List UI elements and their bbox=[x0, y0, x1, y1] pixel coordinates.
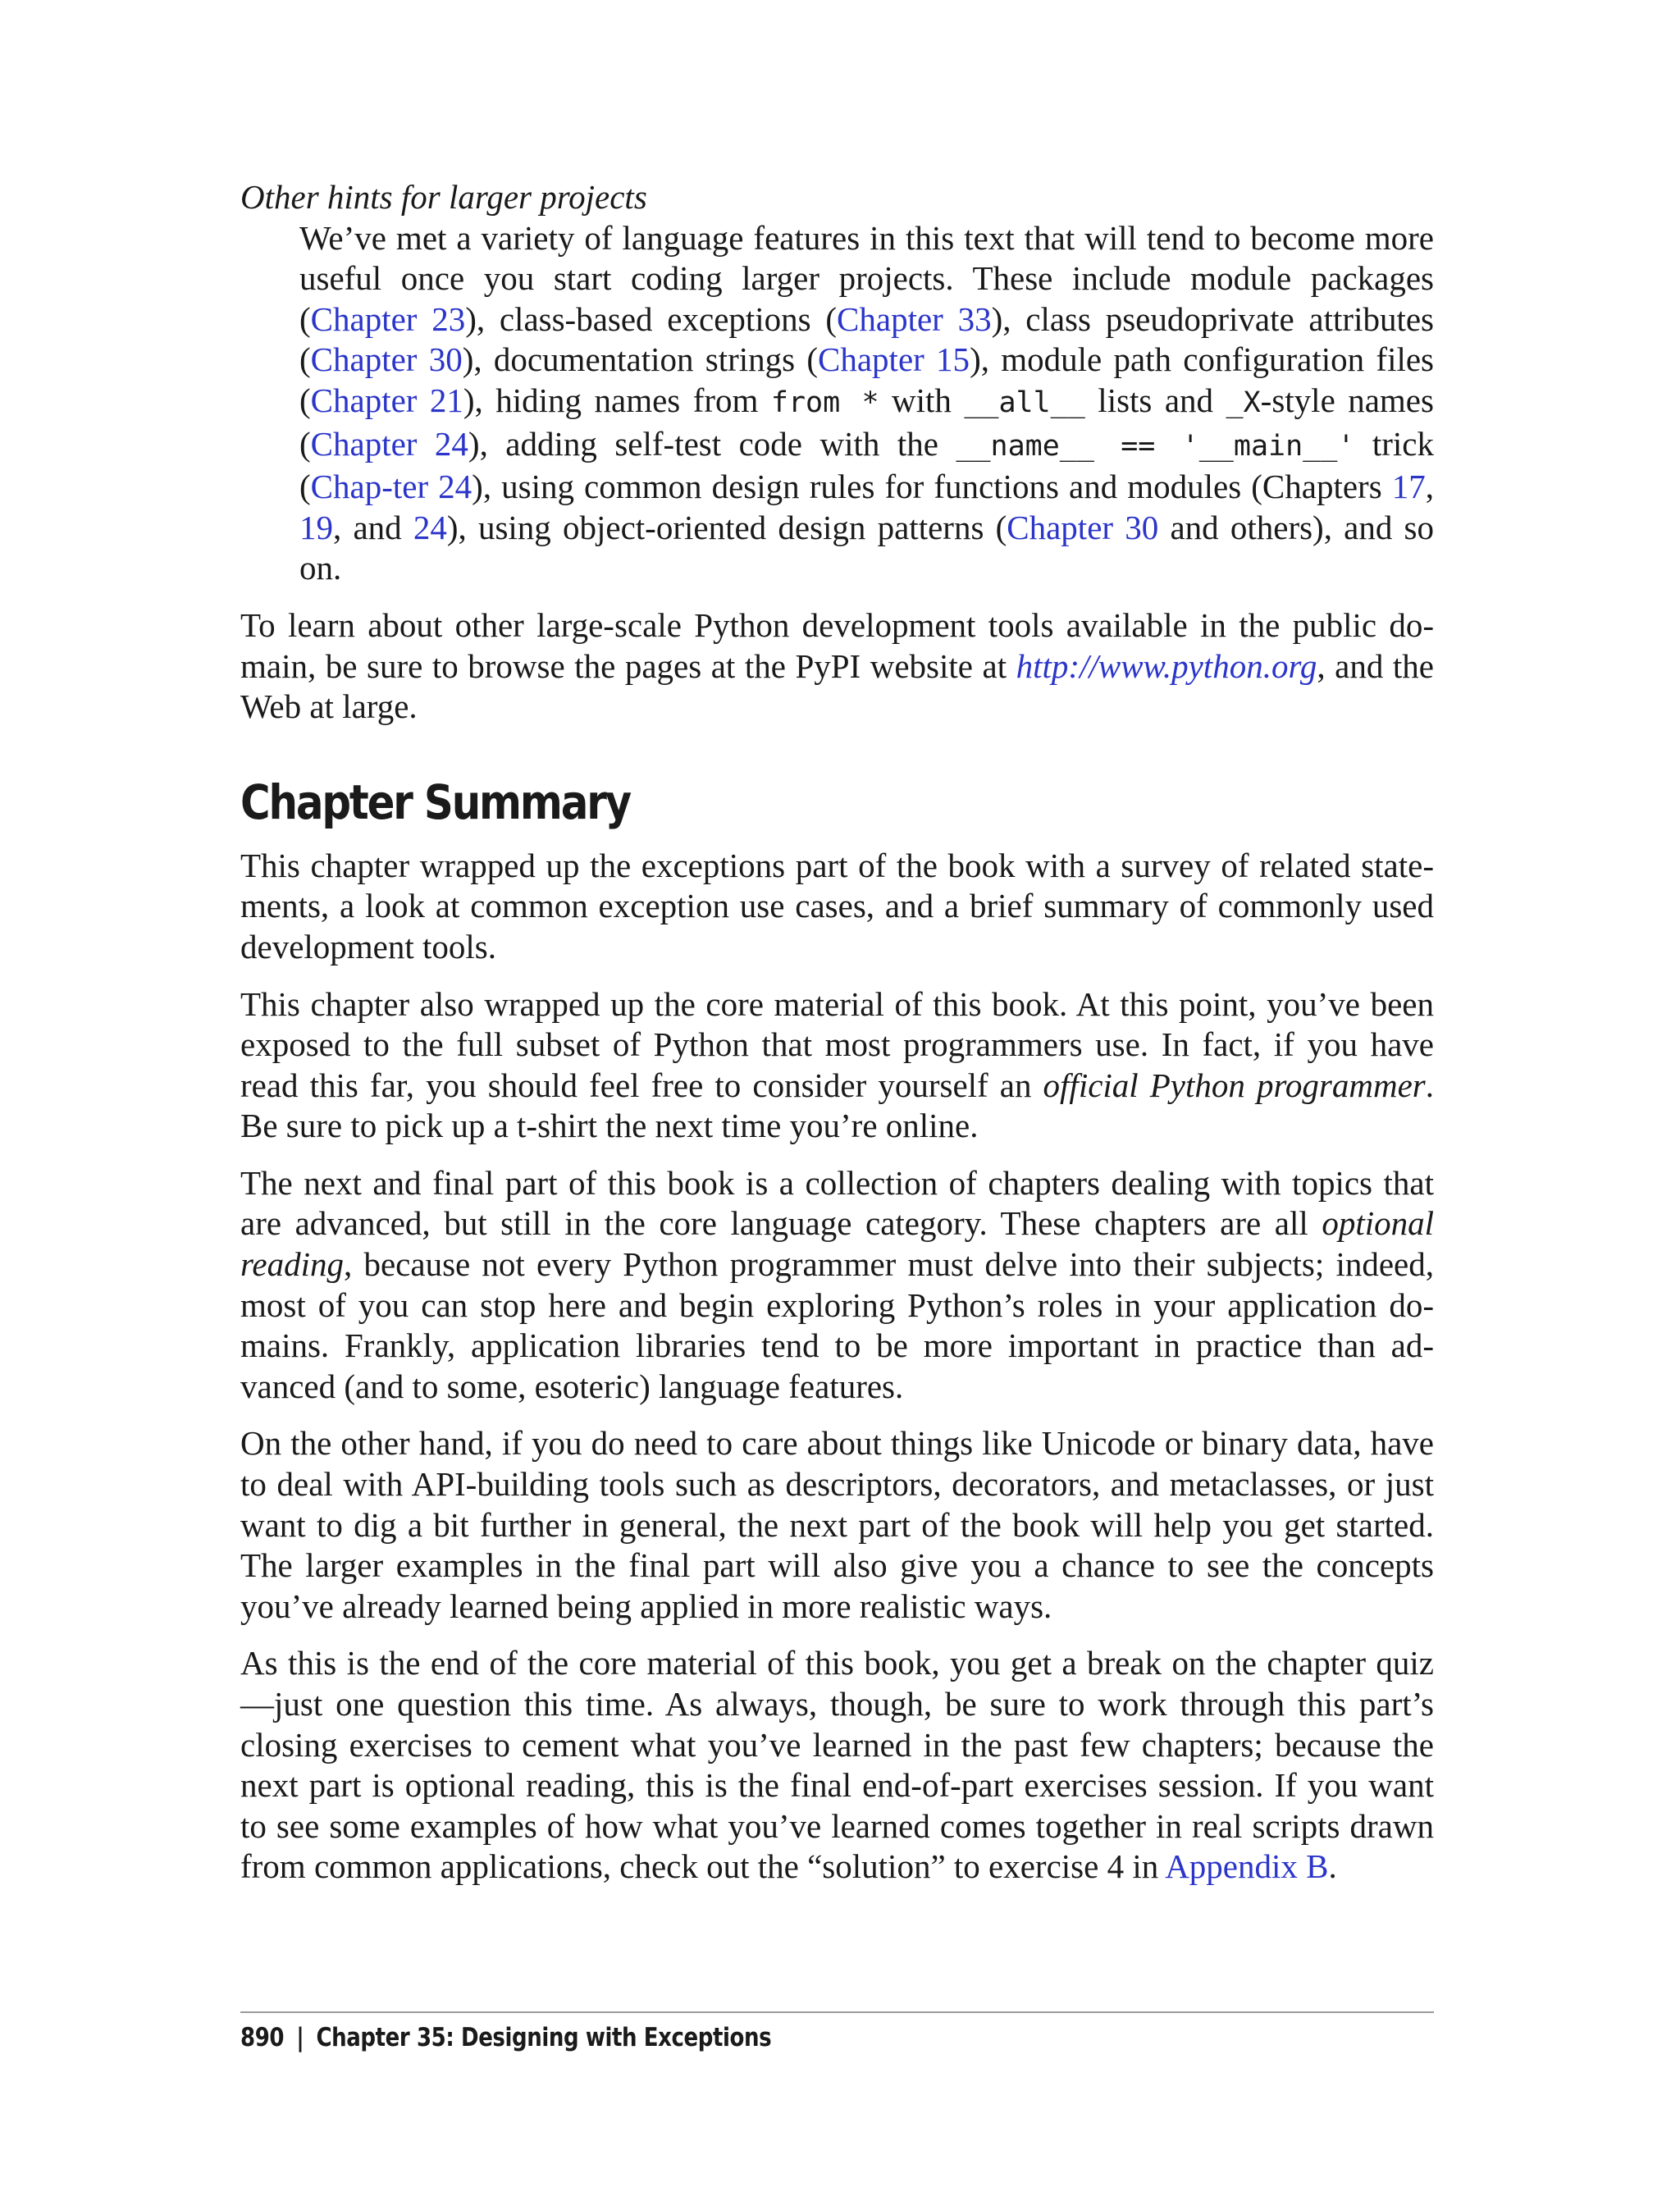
section-heading: Chapter Summary bbox=[240, 774, 631, 830]
text-run: The next and final part of this book is a collection of chapters dealing with topics that are advanced, but still in the core language category. These chapters are all bbox=[240, 1163, 1434, 1243]
emphasis: official Python programmer bbox=[1043, 1066, 1426, 1104]
footer-separator: | bbox=[296, 2023, 304, 2052]
tools-paragraph bbox=[240, 605, 1434, 728]
footer-chapter-title: Chapter 35: Designing with Exceptions bbox=[316, 2023, 772, 2052]
footer-rule bbox=[240, 2011, 1434, 2013]
link-chapter-23[interactable]: Chapter 23 bbox=[310, 299, 466, 338]
code-all: __all__ bbox=[964, 386, 1085, 419]
hints-definition bbox=[299, 218, 1434, 589]
text-run: , because not every Python programmer must delve into their subjects; indeed, most of you can stop here and begin exploring Python’s roles in your application do-mains. Frankly, application libraries tend to be more important in practice than ad-vanced (and to some, esoteric) language features. bbox=[240, 1245, 1434, 1405]
text-run: lists and bbox=[1084, 381, 1226, 419]
text-run: As this is the end of the core material of this book, you get a break on the chapter quiz—just one question this time. As always, though, be sure to work through this part’s closing exercises to cement what you’ve learned in the past few chapters; because the next part is optional reading, this is the final end-of-part exercises session. If you want to see some examples of how what you’ve learned comes together in real scripts drawn from common applications, check out the “solution” to exercise 4 in bbox=[240, 1644, 1434, 1886]
code-underscore-x: _X bbox=[1226, 386, 1261, 419]
text-run: ), using common design rules for functions and modules (Chapters bbox=[472, 468, 1392, 506]
link-python-org[interactable]: http://www.python.org bbox=[1016, 646, 1317, 685]
text-run: . bbox=[1328, 1847, 1337, 1886]
link-appendix-b[interactable]: Appendix B bbox=[1165, 1847, 1329, 1886]
text-run: , and the Web at large. bbox=[240, 646, 1434, 726]
text-run: -style names ( bbox=[299, 381, 1434, 463]
summary-paragraph-1: This chapter wrapped up the exceptions part of the book with a survey of related state-ments, a look at common exception use cases, and a brief summary of commonly used development tools. bbox=[240, 846, 1434, 966]
summary-paragraph-2 bbox=[240, 984, 1434, 1147]
page-number: 890 bbox=[240, 2023, 285, 2052]
text-run: with bbox=[879, 381, 965, 419]
link-chapter-30-b[interactable]: Chapter 30 bbox=[1007, 508, 1159, 546]
text-run: ), documentation strings ( bbox=[462, 340, 819, 379]
link-chapter-30[interactable]: Chapter 30 bbox=[310, 340, 463, 379]
text-run: ), adding self-test code with the bbox=[468, 424, 956, 463]
text-run: and others), and so on. bbox=[299, 508, 1435, 587]
code-name-main: __name__ == '__main__' bbox=[956, 429, 1355, 463]
text-run: ), class pseudoprivate attributes ( bbox=[299, 299, 1434, 379]
text-run: . Be sure to pick up a t-shirt the next time you’re online. bbox=[240, 1066, 1434, 1145]
link-chapter-24[interactable]: Chapter 24 bbox=[310, 424, 468, 463]
link-chapter-21[interactable]: Chapter 21 bbox=[310, 381, 463, 419]
link-chapter-24-c[interactable]: 24 bbox=[413, 508, 447, 546]
text-run: trick ( bbox=[299, 424, 1434, 506]
page-body bbox=[240, 177, 1434, 1904]
text-run: , and bbox=[333, 508, 413, 546]
summary-paragraph-5 bbox=[240, 1643, 1434, 1888]
text-run: ), hiding names from bbox=[463, 381, 771, 419]
summary-paragraph-3 bbox=[240, 1163, 1434, 1408]
text-run: We’ve met a variety of language features in this text that will tend to become more useful once you start coding larger projects. These include module packages ( bbox=[299, 218, 1434, 338]
link-chapter-24-b[interactable]: Chap-ter 24 bbox=[310, 468, 472, 506]
emphasis: optional reading bbox=[240, 1204, 1434, 1284]
text-run: ), module path configuration files ( bbox=[299, 340, 1434, 419]
text-run: ), class-based exceptions ( bbox=[465, 299, 838, 338]
page-footer bbox=[240, 2023, 771, 2052]
code-from-star: from * bbox=[770, 386, 879, 419]
text-run: ), using object-oriented design patterns ( bbox=[446, 508, 1007, 546]
link-chapter-19[interactable]: 19 bbox=[299, 508, 333, 546]
link-chapter-17[interactable]: 17 bbox=[1391, 468, 1426, 506]
text-run: To learn about other large-scale Python development tools available in the public do-main, be sure to browse the pages at the PyPI website at bbox=[240, 605, 1434, 685]
link-chapter-33[interactable]: Chapter 33 bbox=[837, 299, 992, 338]
link-chapter-15[interactable]: Chapter 15 bbox=[818, 340, 970, 379]
hints-term: Other hints for larger projects bbox=[240, 178, 647, 216]
summary-paragraph-4: On the other hand, if you do need to care about things like Unicode or binary data, have to deal with API-building tools such as descriptors, decorators, and metaclasses, or just want to dig a bit further in general, the next part of the book will help you get started. The larger examples in the final part will also give you a chance to see the concepts you’ve already learned being applied in more realistic ways. bbox=[240, 1424, 1434, 1625]
text-run: , bbox=[1425, 468, 1434, 506]
text-run: This chapter also wrapped up the core material of this book. At this point, you’ve been exposed to the full subset of Python that most programmers use. In fact, if you have read this far, you should feel free to consider yourself an bbox=[240, 984, 1434, 1104]
